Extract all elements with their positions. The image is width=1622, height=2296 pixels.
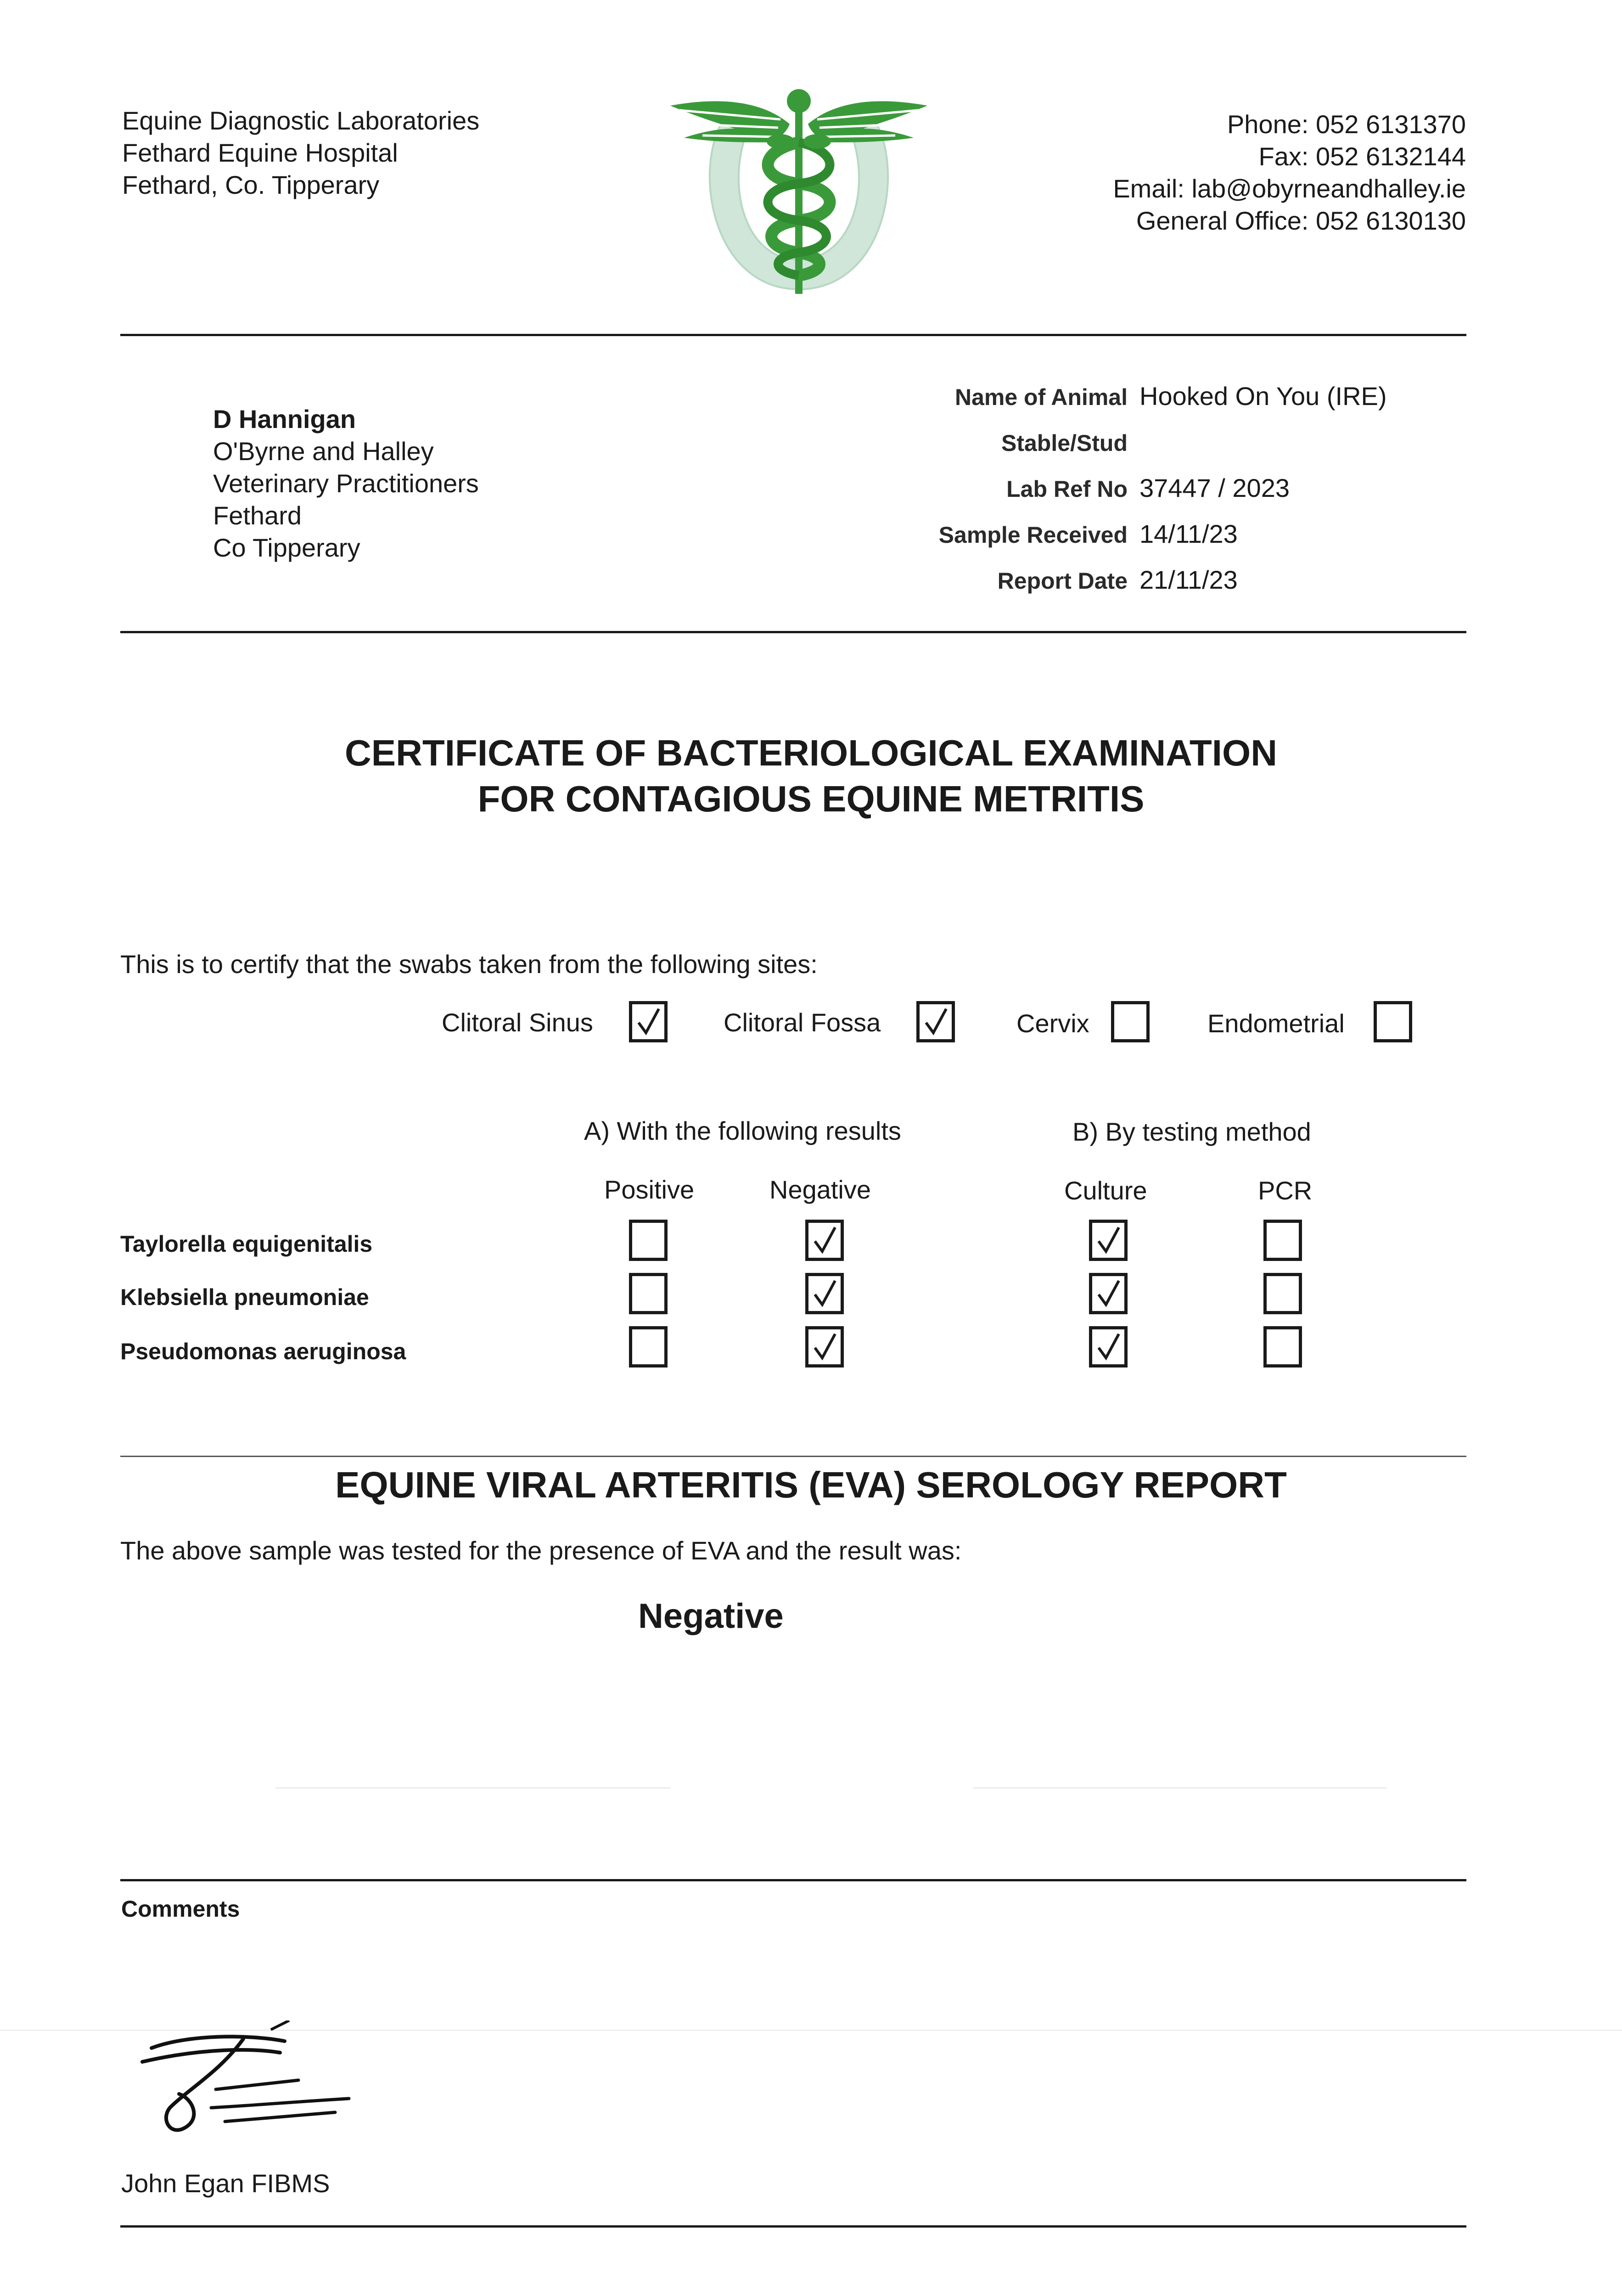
- positive-checkbox: [629, 1273, 668, 1314]
- check-mark-icon: [1096, 1279, 1122, 1308]
- signatory-name: John Egan FIBMS: [121, 2169, 330, 2198]
- lab-contact: [1113, 108, 1466, 237]
- check-mark-icon: [812, 1226, 838, 1255]
- faint-line: [973, 1787, 1386, 1789]
- pcr-checkbox: [1263, 1326, 1302, 1367]
- lab-address-line: Fethard, Co. Tipperary: [122, 170, 380, 199]
- recipient-line: Co Tipperary: [213, 533, 360, 562]
- detail-label: Sample Received: [938, 522, 1128, 548]
- column-negative: Negative: [769, 1175, 871, 1204]
- footer-divider: [120, 2225, 1466, 2228]
- header-divider: [120, 334, 1466, 336]
- positive-checkbox: [629, 1220, 668, 1261]
- check-mark-icon: [812, 1332, 838, 1362]
- comments-label: Comments: [121, 1896, 240, 1922]
- comments-divider: [120, 1879, 1466, 1881]
- handwritten-signature: [133, 2020, 354, 2140]
- detail-value: 21/11/23: [1139, 565, 1238, 594]
- recipient-line: O'Byrne and Halley: [213, 437, 434, 466]
- lab-address-line: Fethard Equine Hospital: [122, 138, 398, 167]
- site-checkbox-endometrial: [1374, 1001, 1412, 1042]
- eva-text: The above sample was tested for the presence of EVA and the result was:: [120, 1536, 962, 1565]
- site-label-clitoral-sinus: Clitoral Sinus: [442, 1008, 593, 1037]
- positive-checkbox: [629, 1326, 668, 1367]
- eva-divider: [120, 1456, 1466, 1457]
- check-mark-icon: [1096, 1332, 1122, 1362]
- lab-email: Email: lab@obyrneandhalley.ie: [1113, 174, 1466, 203]
- check-mark-icon: [812, 1279, 838, 1308]
- details-divider: [120, 631, 1466, 633]
- eva-title: EQUINE VIRAL ARTERITIS (EVA) SEROLOGY REPORT: [335, 1464, 1287, 1505]
- lab-address-line: Equine Diagnostic Laboratories: [122, 106, 480, 135]
- culture-checkbox: [1089, 1326, 1128, 1367]
- pcr-checkbox: [1263, 1220, 1302, 1261]
- recipient-address: [213, 403, 479, 564]
- pcr-checkbox: [1263, 1273, 1302, 1314]
- culture-checkbox: [1089, 1273, 1128, 1314]
- detail-label: Name of Animal: [954, 384, 1128, 410]
- detail-label: Lab Ref No: [1006, 476, 1128, 502]
- check-mark-icon: [923, 1007, 949, 1036]
- lab-fax: Fax: 052 6132144: [1258, 142, 1466, 171]
- check-mark-icon: [1096, 1226, 1122, 1255]
- site-checkbox-clitoral-fossa: [916, 1001, 955, 1042]
- caduceus-horseshoe-logo: [666, 73, 932, 303]
- site-label-clitoral-fossa: Clitoral Fossa: [724, 1008, 881, 1037]
- detail-value: Hooked On You (IRE): [1139, 382, 1387, 411]
- negative-checkbox: [805, 1220, 844, 1261]
- detail-value: 37447 / 2023: [1139, 473, 1290, 502]
- organism-name: Pseudomonas aeruginosa: [120, 1339, 406, 1364]
- site-label-endometrial: Endometrial: [1207, 1009, 1345, 1038]
- method-heading: B) By testing method: [1072, 1117, 1311, 1146]
- recipient-name: D Hannigan: [213, 405, 356, 433]
- certificate-title-line: FOR CONTAGIOUS EQUINE METRITIS: [477, 778, 1145, 819]
- eva-result: Negative: [638, 1597, 784, 1636]
- site-label-cervix: Cervix: [1016, 1009, 1089, 1038]
- column-culture: Culture: [1064, 1176, 1147, 1205]
- lab-address: [122, 105, 479, 201]
- check-mark-icon: [636, 1007, 662, 1036]
- certificate-title-line: CERTIFICATE OF BACTERIOLOGICAL EXAMINATION: [344, 732, 1278, 773]
- faint-line: [275, 1787, 670, 1789]
- detail-label: Report Date: [997, 568, 1128, 594]
- recipient-line: Fethard: [213, 501, 302, 530]
- recipient-line: Veterinary Practitioners: [213, 469, 479, 498]
- detail-label: Stable/Stud: [1001, 430, 1128, 456]
- site-checkbox-clitoral-sinus: [629, 1001, 668, 1042]
- organism-name: Klebsiella pneumoniae: [120, 1284, 369, 1310]
- negative-checkbox: [805, 1273, 844, 1314]
- negative-checkbox: [805, 1326, 844, 1367]
- site-checkbox-cervix: [1111, 1001, 1150, 1042]
- organism-name: Taylorella equigenitalis: [120, 1231, 373, 1257]
- culture-checkbox: [1089, 1220, 1128, 1261]
- certificate-title: [0, 730, 1622, 822]
- lab-phone: Phone: 052 6131370: [1227, 110, 1466, 139]
- column-positive: Positive: [604, 1175, 695, 1204]
- lab-general-office: General Office: 052 6130130: [1136, 206, 1466, 235]
- certificate-intro: This is to certify that the swabs taken from the following sites:: [120, 950, 818, 979]
- detail-value: 14/11/23: [1139, 519, 1238, 548]
- results-heading: A) With the following results: [584, 1116, 901, 1145]
- column-pcr: PCR: [1258, 1176, 1313, 1205]
